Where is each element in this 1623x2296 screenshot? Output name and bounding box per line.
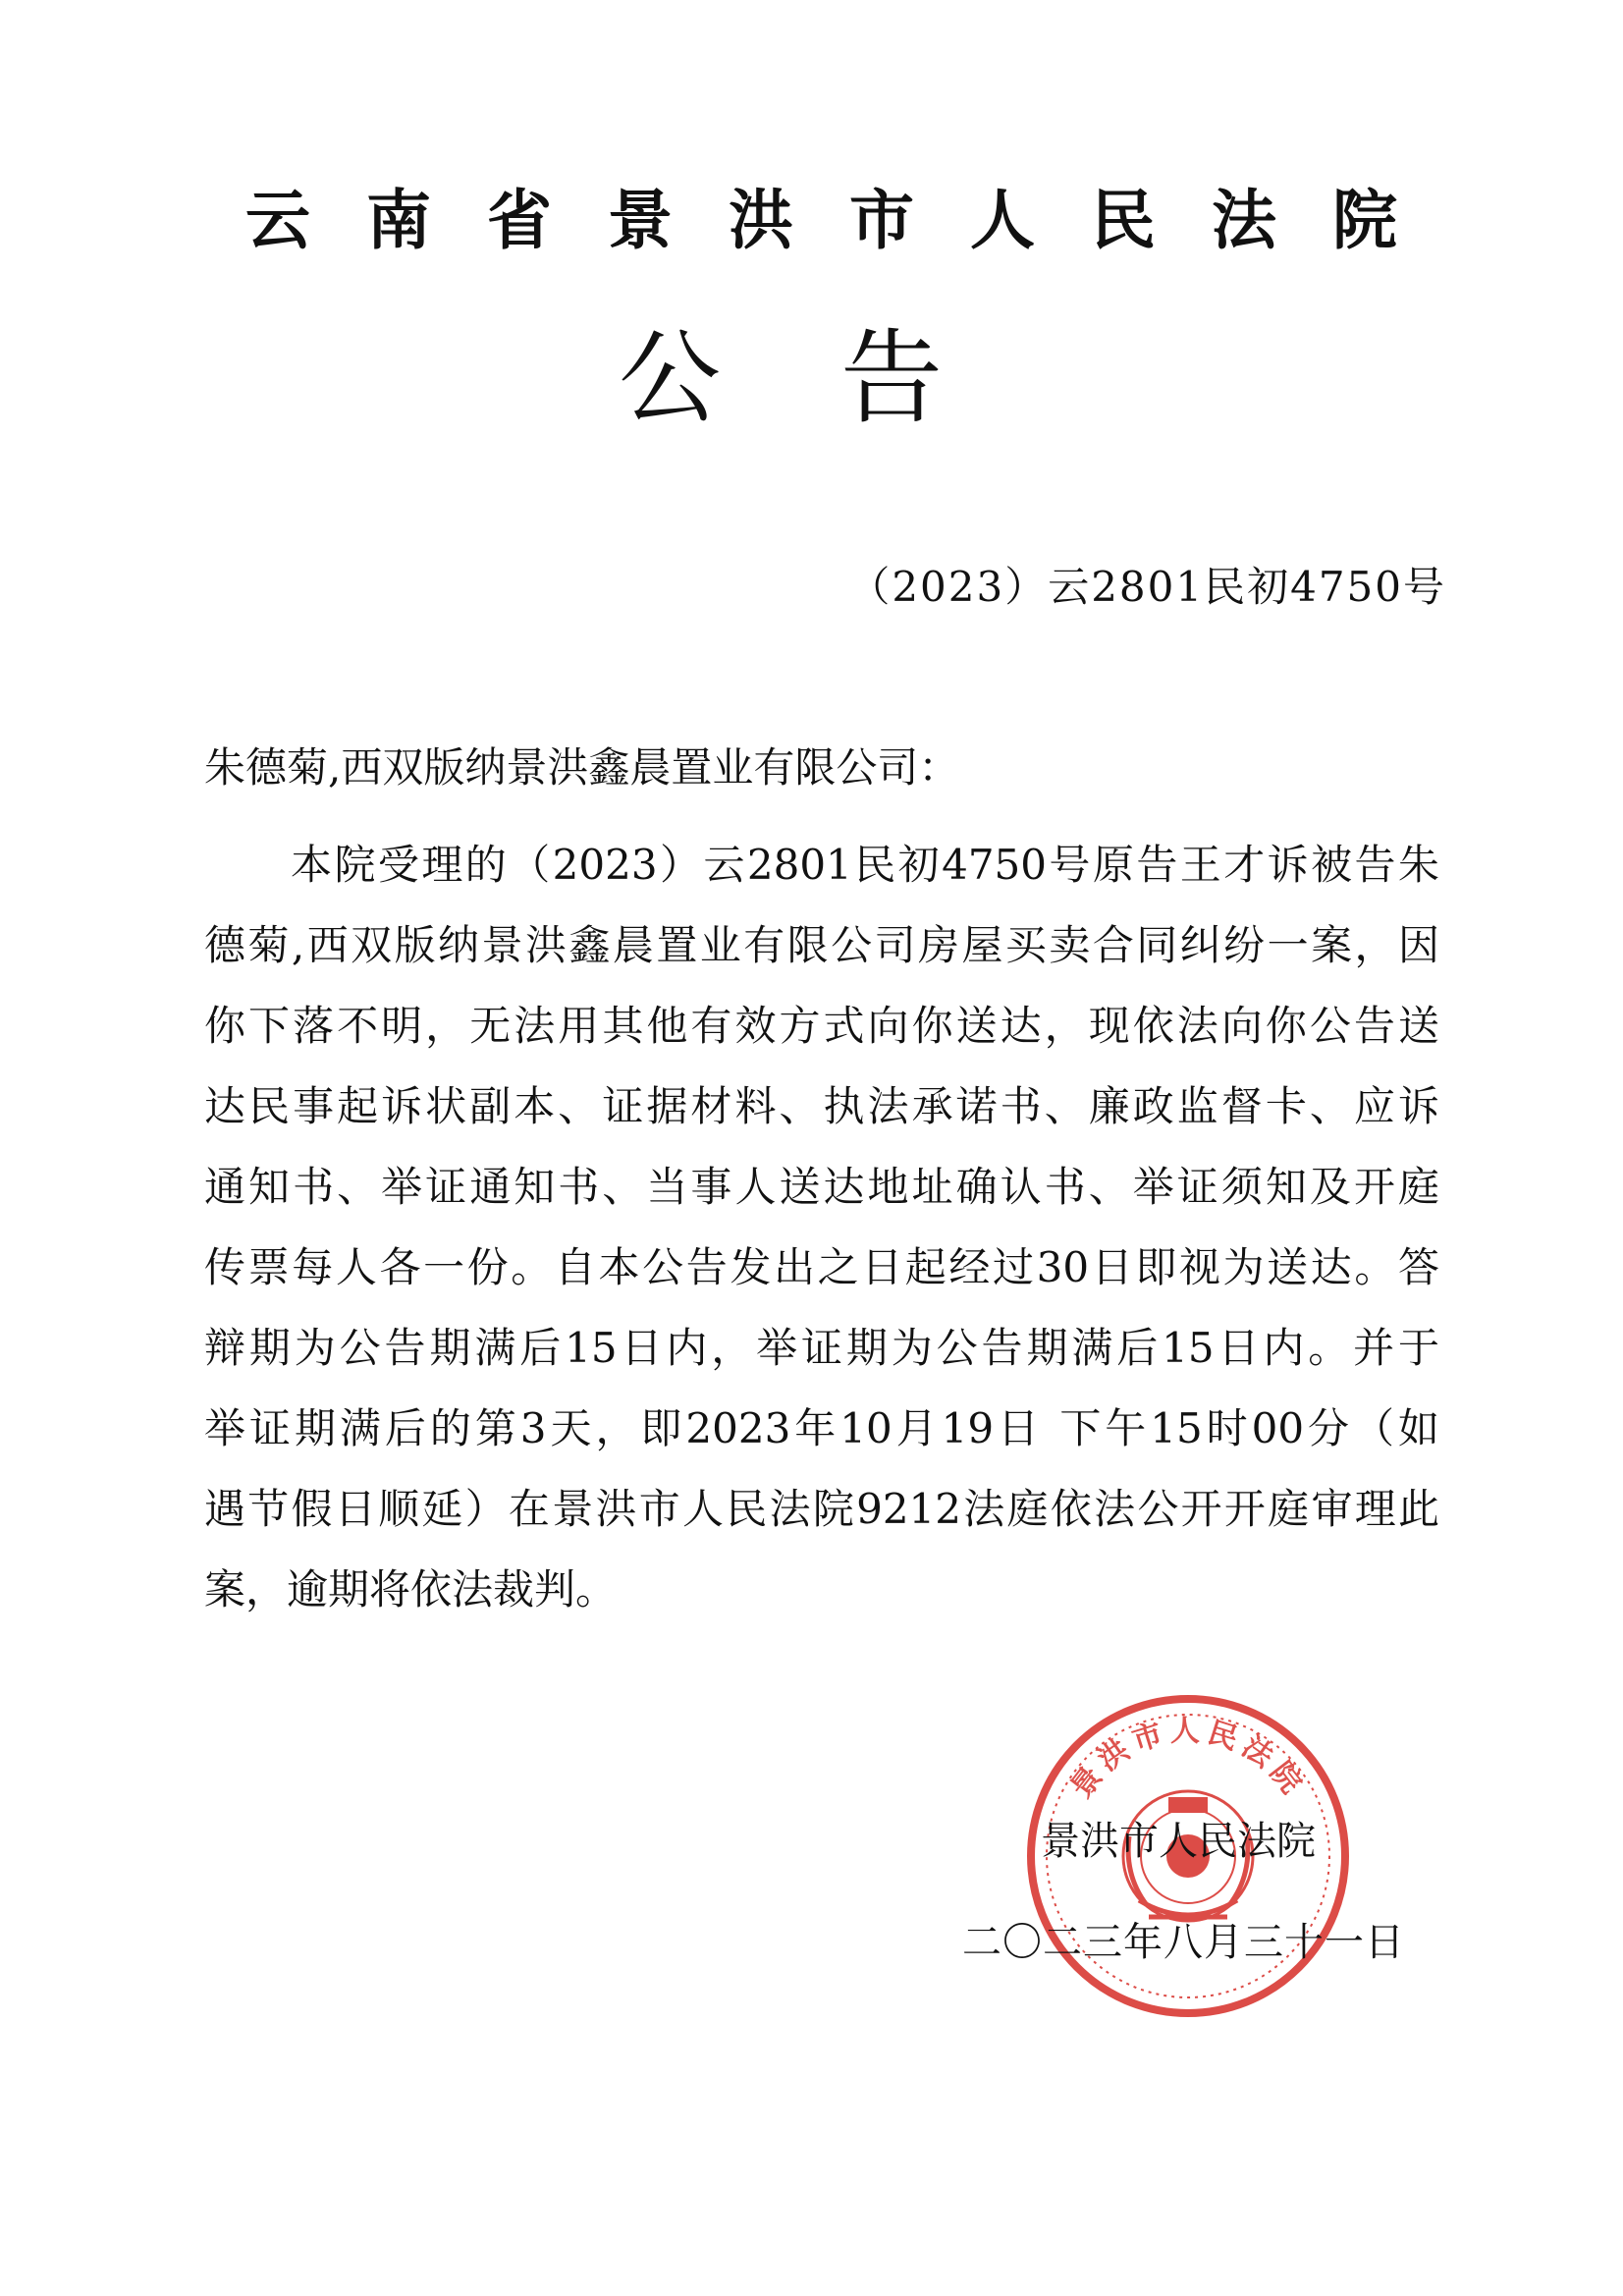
addressee: 朱德菊,西双版纳景洪鑫晨置业有限公司： — [204, 743, 960, 792]
body-line: 遇节假日顺延）在景洪市人民法院9212法庭依法公开开庭审理此 — [204, 1485, 1439, 1533]
notice-body — [204, 825, 1439, 1630]
case-number: （2023）云2801民初4750号 — [848, 563, 1446, 611]
body-line: 案，逾期将依法裁判。 — [204, 1565, 618, 1613]
body-line: 传票每人各一份。自本公告发出之日起经过30日即视为送达。答 — [204, 1243, 1439, 1291]
body-line: 辩期为公告期满后15日内，举证期为公告期满后15日内。并于 — [204, 1324, 1439, 1372]
document-title: 公告 — [619, 318, 1063, 438]
issuer-signature: 景洪市人民法院 — [1041, 1819, 1316, 1864]
seal-text: 景洪市人民法院 — [1064, 1714, 1312, 1805]
body-line: 德菊,西双版纳景洪鑫晨置业有限公司房屋买卖合同纠纷一案，因 — [204, 921, 1439, 969]
body-line: 本院受理的（2023）云2801民初4750号原告王才诉被告朱 — [291, 841, 1439, 889]
body-line: 你下落不明，无法用其他有效方式向你送达，现依法向你公告送 — [204, 1002, 1439, 1050]
body-line: 通知书、举证通知书、当事人送达地址确认书、举证须知及开庭 — [204, 1163, 1439, 1211]
issue-date: 二〇二三年八月三十一日 — [962, 1920, 1405, 1965]
court-name: 云南省景洪市人民法院 — [245, 183, 1453, 258]
body-line: 举证期满后的第3天，即2023年10月19日 下午15时00分（如 — [204, 1404, 1439, 1452]
body-line: 达民事起诉状副本、证据材料、执法承诺书、廉政监督卡、应诉 — [204, 1082, 1439, 1130]
